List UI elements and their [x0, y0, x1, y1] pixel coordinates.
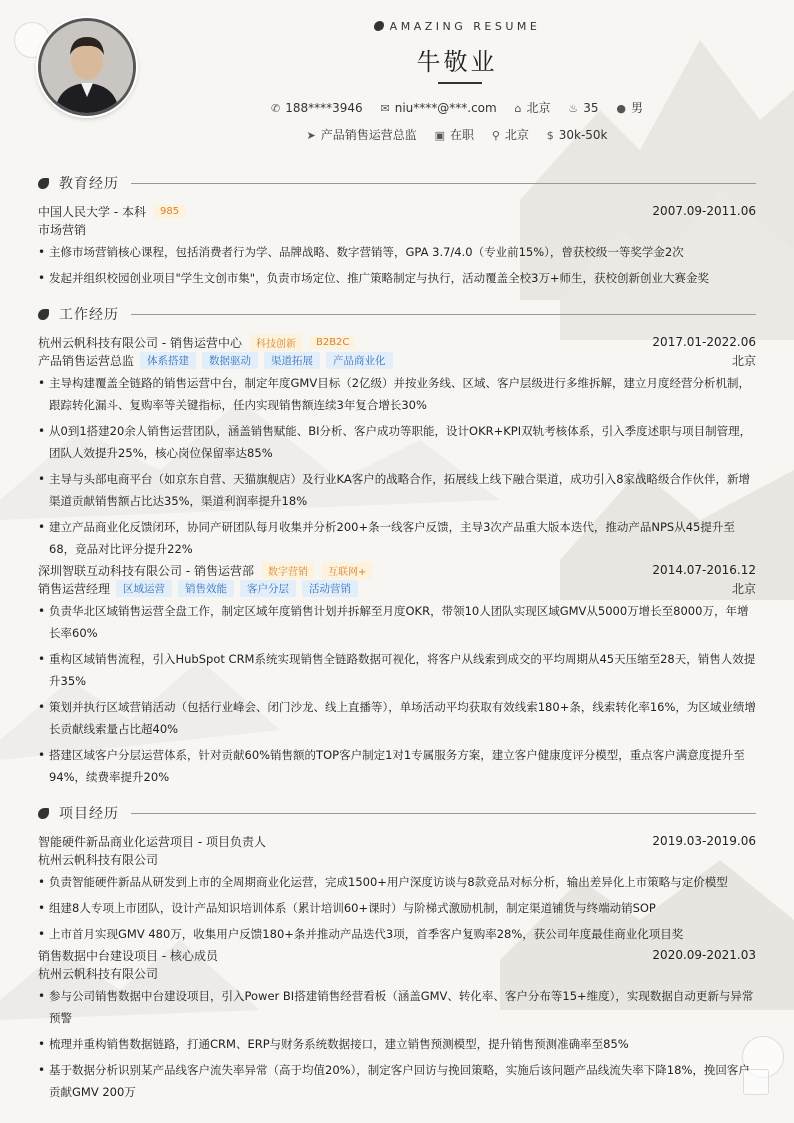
phone: 188****3946	[285, 101, 363, 115]
job-location: 北京	[731, 581, 756, 596]
list-item: • 主导与头部电商平台（如京东自营、天猫旗舰店）及行业KA客户的战略合作，拓展线上线下融合渠道，成功引入8家战略级合作伙伴，新增渠道贡献销售额占比达35%，渠道利润率提升18%	[38, 468, 756, 512]
project-entry	[38, 946, 756, 1107]
list-item: • 负责华北区域销售运营全盘工作，制定区域年度销售计划并拆解至月度OKR，带领10人团队实现区域GMV从5000万增长至8000万，年增长率60%	[38, 600, 756, 644]
candidate-name: 牛敬业	[416, 48, 498, 76]
list-item: • 上市首月实现GMV 480万，收集用户反馈180+条并推动产品迭代3项，首季客户复购率28%，获公司年度最佳商业化项目奖	[38, 923, 756, 945]
list-item: • 发起并组织校园创业项目"学生文创市集"，负责市场定位、推广策略制定与执行，活动覆盖全校3万+师生，获校创新创业大赛金奖	[38, 267, 756, 289]
home-icon: ⌂	[514, 102, 522, 115]
job-status: 在职	[449, 128, 474, 142]
job-role: 产品销售运营总监	[38, 353, 135, 368]
projects-section-title: 项目经历	[38, 803, 756, 823]
skill-tag: 渠道拓展	[264, 352, 320, 369]
major: 市场营销	[38, 222, 87, 237]
location-pin-icon: ⚲	[491, 129, 500, 142]
leaf-icon	[38, 808, 49, 819]
project-name: 销售数据中台建设项目 - 核心成员	[38, 948, 218, 963]
company-tag: 数字营销	[262, 562, 314, 579]
list-item: • 重构区域销售流程，引入HubSpot CRM系统实现销售全链路数据可视化，将客户从线索到成交的平均周期从45天压缩至28天，销售人效提升35%	[38, 648, 756, 692]
target-position: 产品销售运营总监	[320, 128, 417, 142]
salary-icon: $	[546, 129, 554, 142]
list-item: • 组建8人专项上市团队，设计产品知识培训体系（累计培训60+课时）与阶梯式激励机制，制定渠道铺货与终端动销SOP	[38, 897, 756, 919]
school: 中国人民大学 - 本科	[38, 204, 146, 219]
job-date: 2014.07-2016.12	[652, 563, 756, 577]
company-tag: B2B2C	[310, 336, 355, 349]
gender-icon: ●	[616, 102, 626, 115]
phone-icon: ✆	[271, 102, 281, 115]
mail-icon: ✉	[380, 102, 390, 115]
salary: 30k-50k	[558, 128, 608, 142]
project-org: 杭州云帆科技有限公司	[38, 852, 159, 867]
job-role: 销售运营经理	[38, 581, 111, 596]
work-section-title: 工作经历	[38, 304, 756, 324]
project-entry	[38, 832, 756, 949]
project-name: 智能硬件新品商业化运营项目 - 项目负责人	[38, 834, 266, 849]
list-item: • 负责智能硬件新品从研发到上市的全周期商业化运营，完成1500+用户深度访谈与8款竞品对标分析，输出差异化上市策略与定价模型	[38, 871, 756, 893]
name-divider	[438, 82, 482, 84]
gender: 男	[630, 101, 643, 115]
skill-tag: 产品商业化	[326, 352, 393, 369]
skill-tag: 销售效能	[178, 580, 234, 597]
list-item: • 主修市场营销核心课程，包括消费者行为学、品牌战略、数字营销等，GPA 3.7/4.0（专业前15%），曾获校级一等奖学金2次	[38, 241, 756, 263]
job-intent-row	[0, 126, 794, 143]
list-item: • 建立产品商业化反馈闭环，协同产研团队每月收集并分析200+条一线客户反馈，主导3次产品重大版本迭代，推动产品NPS从45提升至68，竞品对比评分提升22%	[38, 516, 756, 560]
skill-tag: 数据驱动	[202, 352, 258, 369]
school-tag: 985	[154, 205, 185, 218]
tagline-text: AMAZING RESUME	[389, 20, 541, 33]
skill-tag: 活动营销	[302, 580, 358, 597]
list-item: • 梳理并重构销售数据链路，打通CRM、ERP与财务系统数据接口，建立销售预测模型，提升销售预测准确率至85%	[38, 1033, 756, 1055]
leaf-icon	[38, 178, 49, 189]
skill-tag: 区域运营	[116, 580, 172, 597]
contact-row	[0, 99, 794, 116]
education-entry	[38, 202, 756, 293]
skill-tag: 客户分层	[240, 580, 296, 597]
company-tag: 互联网+	[322, 562, 372, 579]
briefcase-icon: ▣	[434, 129, 445, 142]
project-org: 杭州云帆科技有限公司	[38, 966, 159, 981]
city: 北京	[526, 101, 551, 115]
resume-tagline	[0, 20, 794, 33]
list-item: • 基于数据分析识别某产品线客户流失率异常（高于均值20%），制定客户回访与挽回策略，实施后该问题产品线流失率下降18%，挽回客户贡献GMV 200万	[38, 1059, 756, 1103]
job-entry	[38, 333, 756, 564]
send-icon: ➤	[306, 129, 316, 142]
company: 杭州云帆科技有限公司 - 销售运营中心	[38, 335, 242, 350]
target-city: 北京	[504, 128, 529, 142]
job-date: 2017.01-2022.06	[652, 335, 756, 349]
company-tag: 科技创新	[250, 334, 302, 351]
list-item: • 搭建区域客户分层运营体系，针对贡献60%销售额的TOP客户制定1对1专属服务方案，建立客户健康度评分模型，重点客户满意度提升至94%，续费率提升20%	[38, 744, 756, 788]
job-entry	[38, 561, 756, 792]
leaf-icon	[374, 21, 384, 31]
company: 深圳智联互动科技有限公司 - 销售运营部	[38, 563, 254, 578]
age: 35	[583, 101, 599, 115]
cake-icon: ♨	[568, 102, 579, 115]
skill-tag: 体系搭建	[140, 352, 196, 369]
project-date: 2020.09-2021.03	[652, 948, 756, 962]
list-item: • 主导构建覆盖全链路的销售运营中台，制定年度GMV目标（2亿级）并按业务线、区域、客户层级进行多维拆解，建立月度经营分析机制，跟踪转化漏斗、复购率等关键指标，任内实现销售额连续3年复合增长30%	[38, 372, 756, 416]
project-date: 2019.03-2019.06	[652, 834, 756, 848]
list-item: • 策划并执行区域营销活动（包括行业峰会、闭门沙龙、线上直播等），单场活动平均获取有效线索180+条，线索转化率16%，为区域业绩增长贡献线索量占比超40%	[38, 696, 756, 740]
list-item: • 参与公司销售数据中台建设项目，引入Power BI搭建销售经营看板（涵盖GMV、转化率、客户分布等15+维度），实现数据自动更新与异常预警	[38, 985, 756, 1029]
list-item: • 从0到1搭建20余人销售运营团队，涵盖销售赋能、BI分析、客户成功等职能，设计OKR+KPI双轨考核体系，引入季度述职与项目制管理，团队人效提升25%，核心岗位保留率达85%	[38, 420, 756, 464]
email: niu****@***.com	[394, 101, 497, 115]
edu-date: 2007.09-2011.06	[652, 204, 756, 218]
education-section-title: 教育经历	[38, 173, 756, 193]
job-location: 北京	[731, 353, 756, 368]
leaf-icon	[38, 309, 49, 320]
